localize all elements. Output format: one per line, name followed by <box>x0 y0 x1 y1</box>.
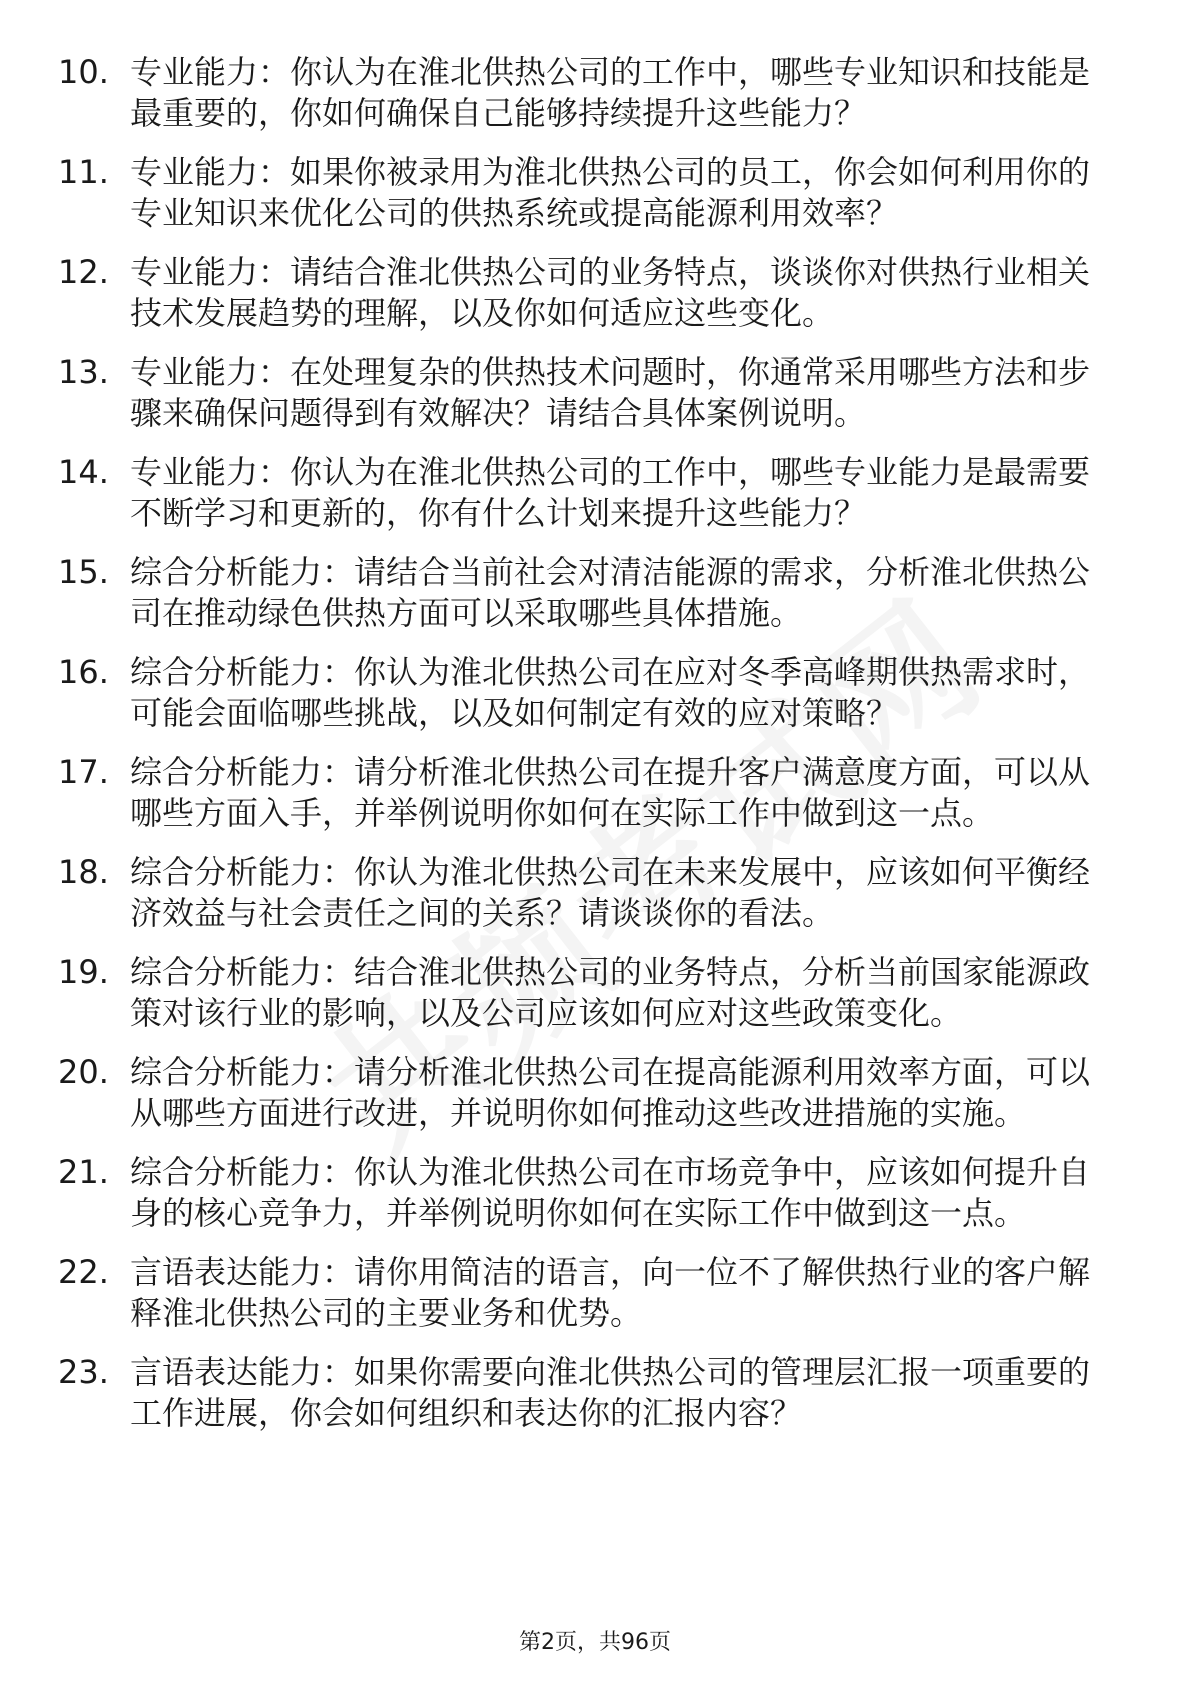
question-number: 19. <box>58 953 109 991</box>
question-text: 综合分析能力：你认为淮北供热公司在未来发展中，应该如何平衡经济效益与社会责任之间的关系？请谈谈你的看法。 <box>130 853 1091 932</box>
question-text: 专业能力：你认为在淮北供热公司的工作中，哪些专业知识和技能是最重要的，你如何确保自己能够持续提升这些能力？ <box>130 53 1091 132</box>
question-text: 专业能力：在处理复杂的供热技术问题时，你通常采用哪些方法和步骤来确保问题得到有效解决？请结合具体案例说明。 <box>130 353 1091 432</box>
question-number: 20. <box>58 1053 109 1091</box>
question-item <box>0 1152 1190 1234</box>
question-number: 12. <box>58 253 109 291</box>
question-item <box>0 1352 1190 1434</box>
question-number: 15. <box>58 553 109 591</box>
question-item <box>0 852 1190 934</box>
question-number: 14. <box>58 453 109 491</box>
question-item <box>0 152 1190 234</box>
question-text: 言语表达能力：请你用简洁的语言，向一位不了解供热行业的客户解释淮北供热公司的主要业务和优势。 <box>130 1253 1091 1332</box>
question-number: 17. <box>58 753 109 791</box>
question-text: 专业能力：请结合淮北供热公司的业务特点，谈谈你对供热行业相关技术发展趋势的理解，以及你如何适应这些变化。 <box>130 253 1091 332</box>
question-number: 11. <box>58 153 109 191</box>
question-text: 综合分析能力：请结合当前社会对清洁能源的需求，分析淮北供热公司在推动绿色供热方面可以采取哪些具体措施。 <box>130 553 1091 632</box>
question-item <box>0 1252 1190 1334</box>
question-number: 13. <box>58 353 109 391</box>
question-text: 言语表达能力：如果你需要向淮北供热公司的管理层汇报一项重要的工作进展，你会如何组织和表达你的汇报内容？ <box>130 1353 1091 1432</box>
question-item <box>0 352 1190 434</box>
question-number: 21. <box>58 1153 109 1191</box>
question-item <box>0 52 1190 134</box>
question-number: 22. <box>58 1253 109 1291</box>
question-list <box>0 52 1190 1452</box>
question-text: 专业能力：如果你被录用为淮北供热公司的员工，你会如何利用你的专业知识来优化公司的供热系统或提高能源利用效率？ <box>130 153 1091 232</box>
question-item <box>0 752 1190 834</box>
question-number: 23. <box>58 1353 109 1391</box>
question-text: 综合分析能力：请分析淮北供热公司在提升客户满意度方面，可以从哪些方面入手，并举例说明你如何在实际工作中做到这一点。 <box>130 753 1091 832</box>
question-item <box>0 1052 1190 1134</box>
page-footer: 第2页，共96页 <box>519 1630 671 1655</box>
question-item <box>0 252 1190 334</box>
question-number: 16. <box>58 653 109 691</box>
question-number: 18. <box>58 853 109 891</box>
question-item <box>0 652 1190 734</box>
question-text: 专业能力：你认为在淮北供热公司的工作中，哪些专业能力是最需要不断学习和更新的，你有什么计划来提升这些能力？ <box>130 453 1091 532</box>
question-text: 综合分析能力：请分析淮北供热公司在提高能源利用效率方面，可以从哪些方面进行改进，并说明你如何推动这些改进措施的实施。 <box>130 1053 1091 1132</box>
question-item <box>0 452 1190 534</box>
question-text: 综合分析能力：结合淮北供热公司的业务特点，分析当前国家能源政策对该行业的影响，以及公司应该如何应对这些政策变化。 <box>130 953 1091 1032</box>
question-text: 综合分析能力：你认为淮北供热公司在应对冬季高峰期供热需求时，可能会面临哪些挑战，以及如何制定有效的应对策略？ <box>130 653 1091 732</box>
question-number: 10. <box>58 53 109 91</box>
question-item <box>0 552 1190 634</box>
question-item <box>0 952 1190 1034</box>
question-text: 综合分析能力：你认为淮北供热公司在市场竞争中，应该如何提升自身的核心竞争力，并举例说明你如何在实际工作中做到这一点。 <box>130 1153 1091 1232</box>
